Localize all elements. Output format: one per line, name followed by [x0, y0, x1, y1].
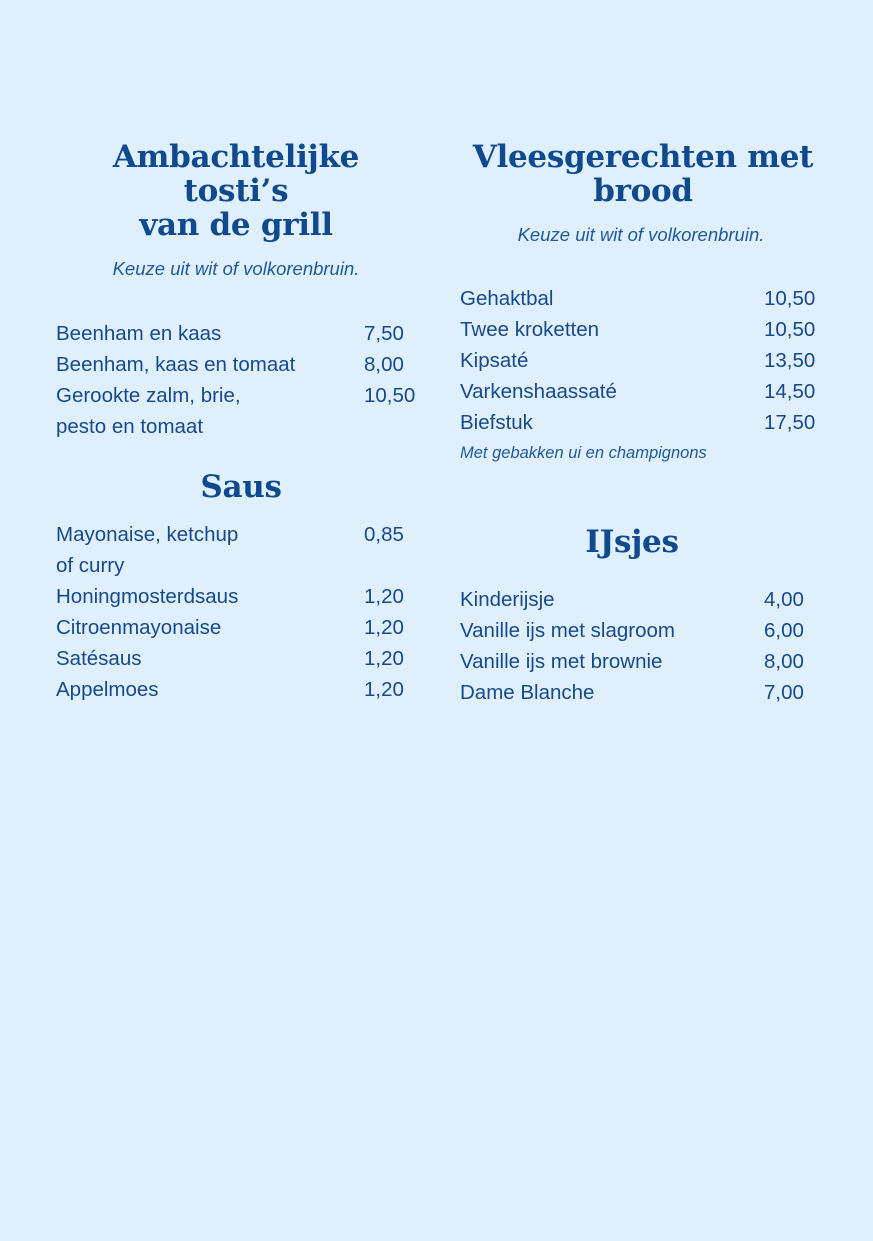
list-item	[460, 615, 816, 646]
list-item	[56, 581, 416, 612]
list-item	[460, 407, 816, 438]
list-item	[56, 519, 416, 581]
list-item	[56, 612, 416, 643]
item-price: 13,50	[764, 349, 816, 372]
list-item	[56, 349, 416, 380]
item-name: Kinderijsje	[460, 588, 555, 611]
item-name: Kipsaté	[460, 349, 529, 372]
item-name: Citroenmayonaise	[56, 616, 222, 639]
item-name	[56, 519, 238, 581]
item-price: 14,50	[764, 380, 816, 403]
tosti-title-line1: Ambachtelijke tosti’s	[112, 139, 360, 209]
item-name-line2: pesto en tomaat	[56, 415, 204, 438]
list-item	[56, 674, 416, 705]
list-item	[460, 283, 816, 314]
item-price: 0,85	[364, 523, 404, 546]
list-item	[56, 318, 416, 349]
item-price: 1,20	[364, 647, 404, 670]
item-name	[56, 380, 241, 442]
item-name: Vanille ijs met slagroom	[460, 619, 675, 642]
item-price: 8,00	[364, 353, 404, 376]
item-name: Varkenshaassaté	[460, 380, 617, 403]
item-price: 17,50	[764, 411, 816, 434]
item-price: 7,00	[764, 681, 804, 704]
ijsjes-title: IJsjes	[585, 524, 679, 560]
saus-list	[56, 519, 416, 705]
item-price: 10,50	[364, 384, 416, 407]
vlees-section	[460, 140, 816, 463]
vlees-list	[460, 283, 816, 438]
item-name: Satésaus	[56, 647, 142, 670]
tosti-title	[56, 140, 416, 242]
item-name-line2: of curry	[56, 554, 125, 577]
vlees-title-line1: Vleesgerechten met	[472, 139, 814, 175]
item-name: Biefstuk	[460, 411, 533, 434]
biefstuk-note: Met gebakken ui en champignons	[460, 444, 707, 462]
item-price: 6,00	[764, 619, 804, 642]
list-item	[56, 643, 416, 674]
tosti-list	[56, 318, 416, 442]
item-name: Vanille ijs met brownie	[460, 650, 663, 673]
item-price: 1,20	[364, 585, 404, 608]
list-item	[460, 584, 816, 615]
item-price: 1,20	[364, 616, 404, 639]
list-item	[56, 380, 416, 442]
list-item	[460, 314, 816, 345]
tosti-subtitle: Keuze uit wit of volkorenbruin.	[112, 258, 360, 279]
vlees-subtitle: Keuze uit wit of volkorenbruin.	[517, 224, 765, 245]
item-name: Gehaktbal	[460, 287, 554, 310]
item-price: 10,50	[764, 287, 816, 310]
item-price: 4,00	[764, 588, 804, 611]
item-name-line1: Gerookte zalm, brie,	[56, 384, 241, 407]
item-name-line1: Mayonaise, ketchup	[56, 523, 239, 546]
item-price: 7,50	[364, 322, 404, 345]
list-item	[460, 345, 816, 376]
item-name: Beenham en kaas	[56, 322, 222, 345]
tosti-title-line2: van de grill	[139, 207, 333, 243]
item-name: Beenham, kaas en tomaat	[56, 353, 296, 376]
item-price: 8,00	[764, 650, 804, 673]
list-item	[460, 677, 816, 708]
saus-section	[56, 470, 416, 705]
tosti-section	[56, 140, 416, 442]
vlees-title-line2: brood	[593, 173, 693, 209]
item-name: Appelmoes	[56, 678, 159, 701]
ijsjes-list	[460, 584, 816, 708]
item-price: 10,50	[764, 318, 816, 341]
item-name: Dame Blanche	[460, 681, 595, 704]
item-name: Honingmosterdsaus	[56, 585, 239, 608]
item-name: Twee kroketten	[460, 318, 600, 341]
item-price: 1,20	[364, 678, 404, 701]
ijsjes-section	[460, 525, 816, 708]
list-item	[460, 646, 816, 677]
list-item	[460, 376, 816, 407]
vlees-title	[460, 140, 816, 208]
saus-title: Saus	[200, 469, 282, 505]
